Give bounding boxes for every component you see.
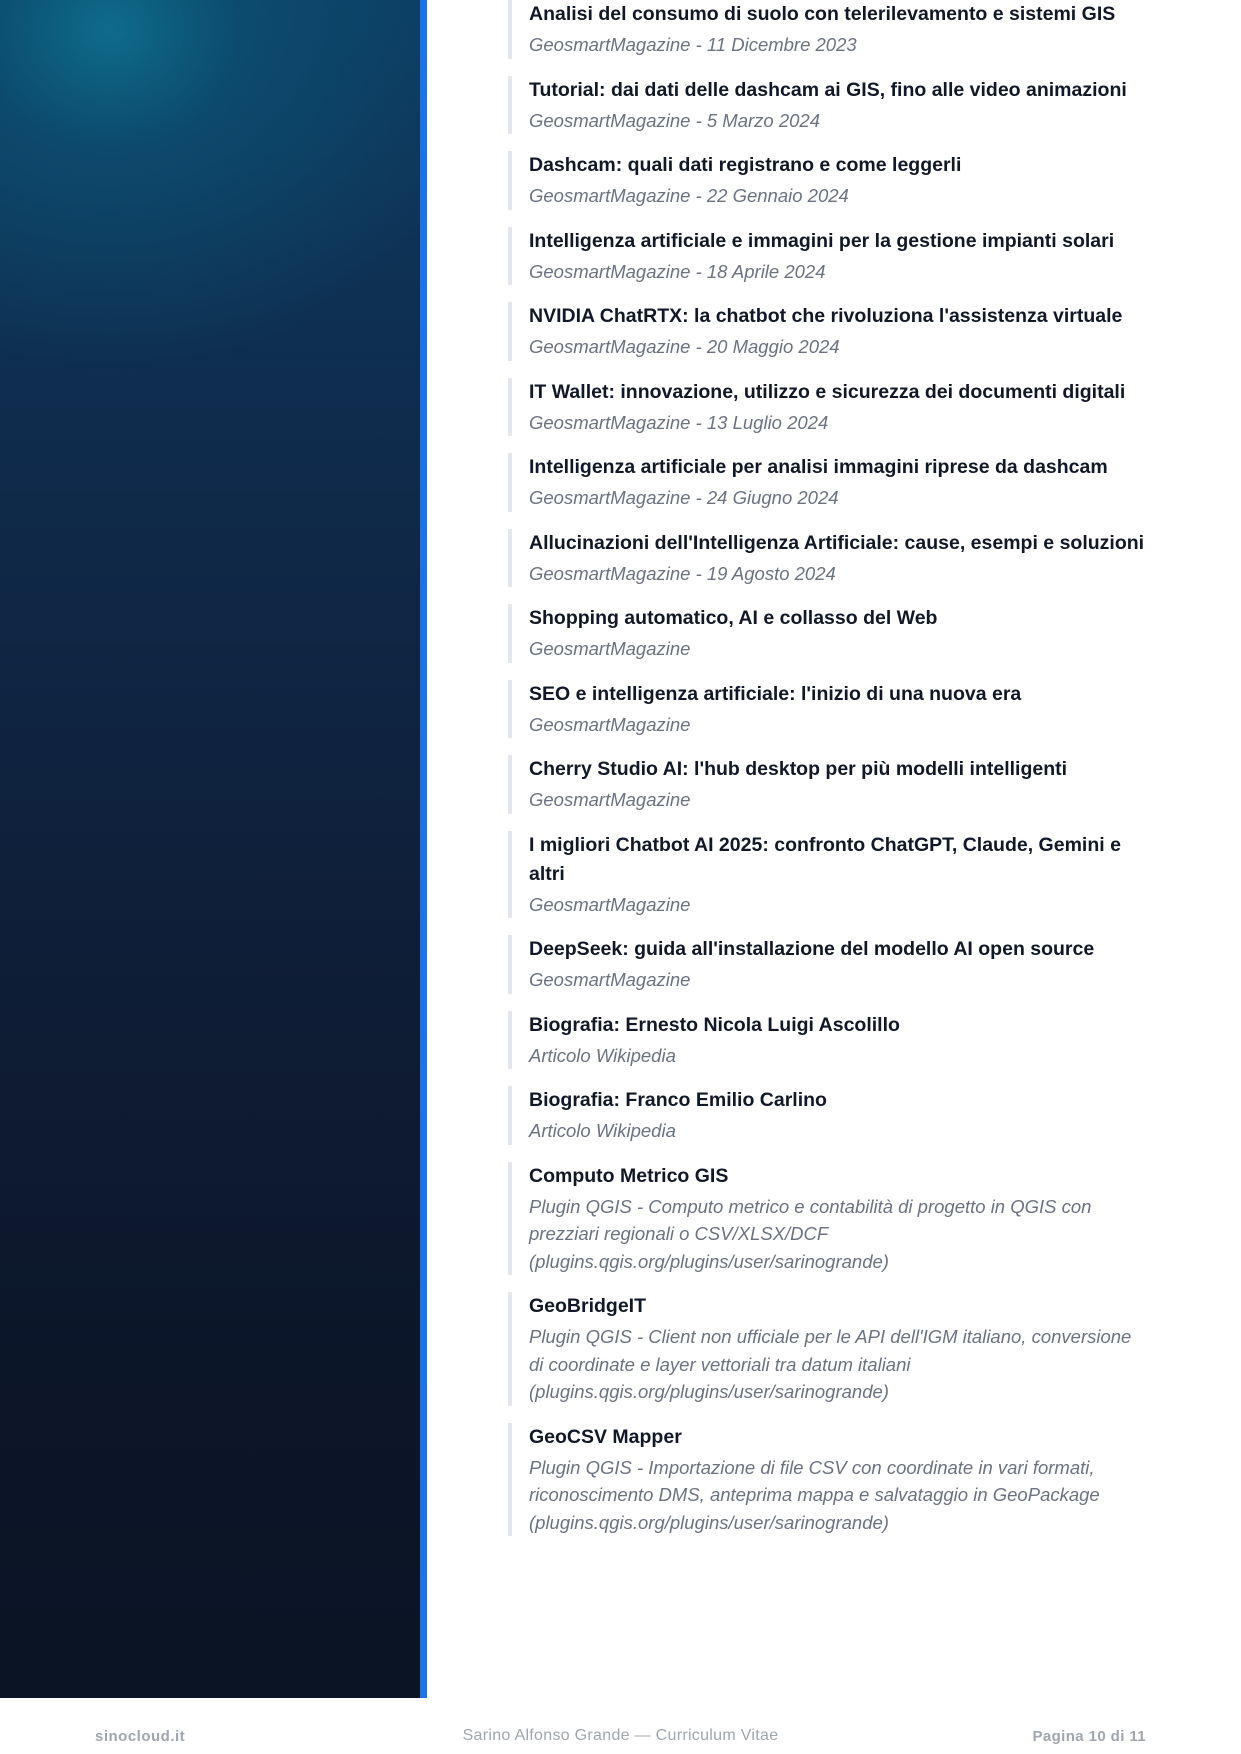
footer-document-title: Sarino Alfonso Grande — Curriculum Vitae <box>462 1727 779 1744</box>
entry-title: SEO e intelligenza artificiale: l'inizio di una nuova era <box>529 682 1022 705</box>
entry-source: GeosmartMagazine <box>529 969 691 990</box>
entry-description: Plugin QGIS - Importazione di file CSV con coordinate in vari formati, riconoscimento DMS, anteprima mappa e salvataggio in GeoPackage (plugins.qgis.org/plugins/user/sarinogrande) <box>529 1456 1100 1533</box>
entry-source: GeosmartMagazine - 13 Luglio 2024 <box>529 411 829 433</box>
list-item <box>508 604 1148 663</box>
list-item <box>508 378 1148 437</box>
entry-title: GeoBridgeIT <box>529 1295 647 1317</box>
entry-source: GeosmartMagazine - 24 Giugno 2024 <box>529 487 839 508</box>
accent-bar <box>420 0 427 1698</box>
entry-source: GeosmartMagazine - 18 Aprile 2024 <box>529 260 826 282</box>
list-item <box>508 831 1148 919</box>
list-item <box>508 755 1148 814</box>
entry-title: Shopping automatico, AI e collasso del Web <box>529 607 938 629</box>
entry-source: GeosmartMagazine <box>529 893 691 915</box>
entry-title: Tutorial: dai dati delle dashcam ai GIS, fino alle video animazioni <box>529 78 1127 101</box>
entry-title: IT Wallet: innovazione, utilizzo e sicurezza dei documenti digitali <box>529 380 1126 403</box>
entry-source: GeosmartMagazine <box>529 713 691 735</box>
entry-source: GeosmartMagazine - 20 Maggio 2024 <box>529 336 840 357</box>
entry-title: Biografia: Ernesto Nicola Luigi Ascolillo <box>529 1013 900 1036</box>
entry-source: GeosmartMagazine <box>529 789 691 810</box>
entry-title: Computo Metrico GIS <box>529 1164 729 1187</box>
list-item <box>508 227 1148 286</box>
footer-website: sinocloud.it <box>95 1728 186 1745</box>
entry-title: DeepSeek: guida all'installazione del modello AI open source <box>529 938 1095 960</box>
list-item <box>508 1292 1148 1406</box>
entry-source: GeosmartMagazine <box>529 638 691 659</box>
entry-source: GeosmartMagazine - 5 Marzo 2024 <box>529 109 820 131</box>
entry-title: GeoCSV Mapper <box>529 1425 682 1448</box>
entry-title: Intelligenza artificiale e immagini per la gestione impianti solari <box>529 229 1115 252</box>
entry-description: Plugin QGIS - Computo metrico e contabilità di progetto in QGIS con prezziari regionali o CSV/XLSX/DCF (plugins.qgis.org/plugins/user/sarinogrande) <box>529 1195 1092 1272</box>
list-item <box>508 76 1148 135</box>
list-item <box>508 151 1148 210</box>
list-item <box>508 935 1148 994</box>
entry-title: I migliori Chatbot AI 2025: confronto ChatGPT, Claude, Gemini e altri <box>529 833 1121 885</box>
list-item <box>508 1086 1148 1145</box>
entry-title: NVIDIA ChatRTX: la chatbot che rivoluziona l'assistenza virtuale <box>529 305 1123 327</box>
entry-source: GeosmartMagazine - 19 Agosto 2024 <box>529 562 836 584</box>
list-item <box>508 1423 1148 1537</box>
footer-page-number: Pagina 10 di 11 <box>1032 1728 1146 1745</box>
list-item <box>508 1162 1148 1276</box>
entry-title: Analisi del consumo di suolo con telerilevamento e sistemi GIS <box>529 3 1116 25</box>
list-item <box>508 680 1148 739</box>
entry-source: Articolo Wikipedia <box>529 1120 676 1141</box>
entry-description: Plugin QGIS - Client non ufficiale per le API dell'IGM italiano, conversione di coordinate e layer vettoriali tra datum italiani (plugins.qgis.org/plugins/user/sarinogrande) <box>529 1326 1132 1402</box>
entry-source: GeosmartMagazine - 22 Gennaio 2024 <box>529 185 849 206</box>
list-item <box>508 302 1148 361</box>
list-item <box>508 1011 1148 1070</box>
list-item <box>508 0 1148 59</box>
entry-title: Cherry Studio AI: l'hub desktop per più modelli intelligenti <box>529 758 1068 780</box>
entry-title: Dashcam: quali dati registrano e come leggerli <box>529 154 962 176</box>
list-item <box>508 529 1148 588</box>
entry-source: GeosmartMagazine - 11 Dicembre 2023 <box>529 34 857 55</box>
entry-title: Biografia: Franco Emilio Carlino <box>529 1089 827 1111</box>
publications-list <box>508 0 1148 1553</box>
entry-title: Intelligenza artificiale per analisi immagini riprese da dashcam <box>529 456 1108 478</box>
entry-source: Articolo Wikipedia <box>529 1044 676 1066</box>
sidebar-background <box>0 0 420 1698</box>
page-footer <box>0 1698 1241 1754</box>
entry-title: Allucinazioni dell'Intelligenza Artificiale: cause, esempi e soluzioni <box>529 531 1145 554</box>
list-item <box>508 453 1148 512</box>
